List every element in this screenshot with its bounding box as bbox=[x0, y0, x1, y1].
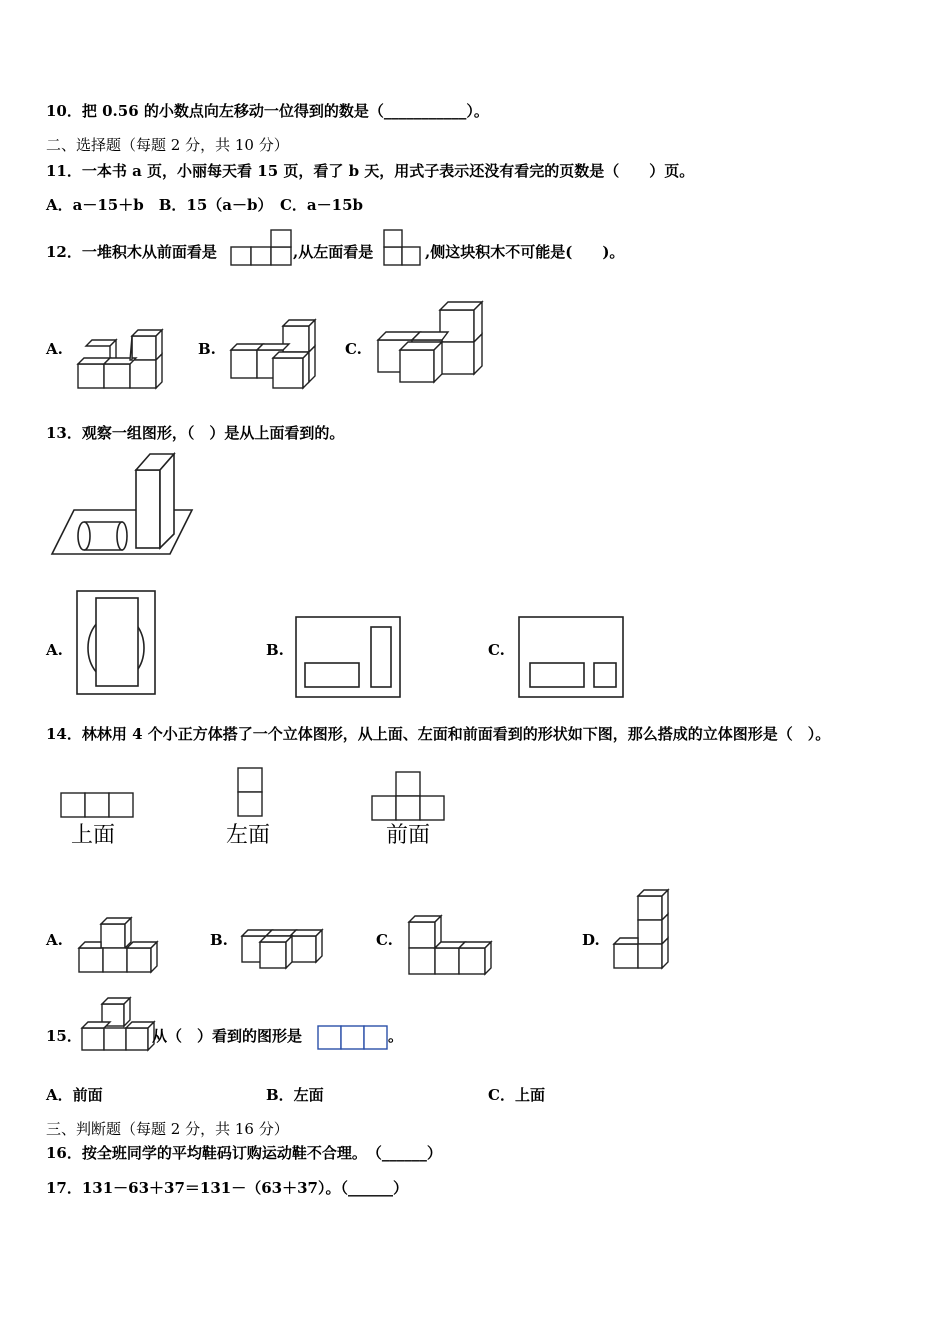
q13-option-a-label[interactable]: A. bbox=[46, 641, 63, 659]
view-front-figure bbox=[370, 770, 448, 822]
question-12-mid: ,从左面看是 bbox=[293, 243, 374, 261]
question-15-number: 15． bbox=[46, 1027, 82, 1045]
q15-view-figure bbox=[317, 1025, 389, 1051]
q14-option-c-figure[interactable] bbox=[407, 916, 491, 976]
q14-option-a-figure[interactable] bbox=[77, 918, 159, 976]
view-left-figure bbox=[236, 766, 266, 818]
q12-option-c-label[interactable]: C. bbox=[345, 340, 362, 358]
question-11-options: A．a－15＋b B．15（a－b） C．a－15b bbox=[46, 196, 364, 214]
left-view-figure bbox=[383, 230, 423, 266]
q13-option-c-figure[interactable] bbox=[518, 616, 624, 698]
q13-option-b-figure[interactable] bbox=[295, 616, 401, 698]
q15-option-b[interactable]: B．左面 bbox=[266, 1086, 324, 1104]
question-16: 16．按全班同学的平均鞋码订购运动鞋不合理。 （______） bbox=[46, 1144, 442, 1162]
q14-option-a-label[interactable]: A. bbox=[46, 931, 63, 949]
view-front-label: 前面 bbox=[386, 823, 431, 848]
q14-option-b-label[interactable]: B. bbox=[210, 931, 228, 949]
q13-option-c-label[interactable]: C. bbox=[488, 641, 505, 659]
q13-option-a-figure[interactable] bbox=[76, 590, 156, 696]
front-view-figure bbox=[230, 230, 292, 266]
question-11: 11．一本书 a 页，小丽每天看 15 页，看了 b 天，用式子表示还没有看完的页数是（ ）页。 bbox=[46, 162, 695, 180]
question-15-text: 从（ ）看到的图形是 bbox=[152, 1027, 303, 1045]
section-title-judgment: 三、判断题（每题 2 分，共 16 分） bbox=[46, 1120, 289, 1138]
q15-solid-figure bbox=[80, 998, 152, 1052]
q15-option-a[interactable]: A．前面 bbox=[46, 1086, 103, 1104]
q13-scene-figure bbox=[50, 452, 195, 558]
q14-option-d-figure[interactable] bbox=[612, 890, 672, 972]
question-12-suffix: ,侧这块积木不可能是( )。 bbox=[425, 243, 625, 261]
question-10: 10．把 0.56 的小数点向左移动一位得到的数是（___________）。 bbox=[46, 102, 489, 120]
q12-option-b-figure[interactable] bbox=[227, 318, 323, 390]
q12-option-c-figure[interactable] bbox=[376, 298, 486, 384]
q15-option-c[interactable]: C．上面 bbox=[488, 1086, 545, 1104]
view-top-figure bbox=[60, 790, 136, 820]
question-17: 17．131－63＋37＝131－（63＋37）。（______） bbox=[46, 1179, 408, 1197]
question-12-prefix: 12．一堆积木从前面看是 bbox=[46, 243, 217, 261]
question-15-end: 。 bbox=[388, 1027, 404, 1045]
q12-option-a-label[interactable]: A. bbox=[46, 340, 63, 358]
question-14: 14．林林用 4 个小正方体搭了一个立体图形，从上面、左面和前面看到的形状如下图，那么搭成的立体图形是（ ）。 bbox=[46, 725, 831, 743]
q14-option-c-label[interactable]: C. bbox=[376, 931, 393, 949]
q12-option-b-label[interactable]: B. bbox=[198, 340, 216, 358]
section-title-choice: 二、选择题（每题 2 分，共 10 分） bbox=[46, 136, 289, 154]
view-top-label: 上面 bbox=[71, 823, 116, 848]
question-13: 13．观察一组图形，（ ）是从上面看到的。 bbox=[46, 424, 345, 442]
q13-option-b-label[interactable]: B. bbox=[266, 641, 284, 659]
q12-option-a-figure[interactable] bbox=[76, 326, 168, 390]
view-left-label: 左面 bbox=[226, 823, 271, 848]
q14-option-b-figure[interactable] bbox=[240, 930, 326, 970]
q14-option-d-label[interactable]: D. bbox=[582, 931, 600, 949]
